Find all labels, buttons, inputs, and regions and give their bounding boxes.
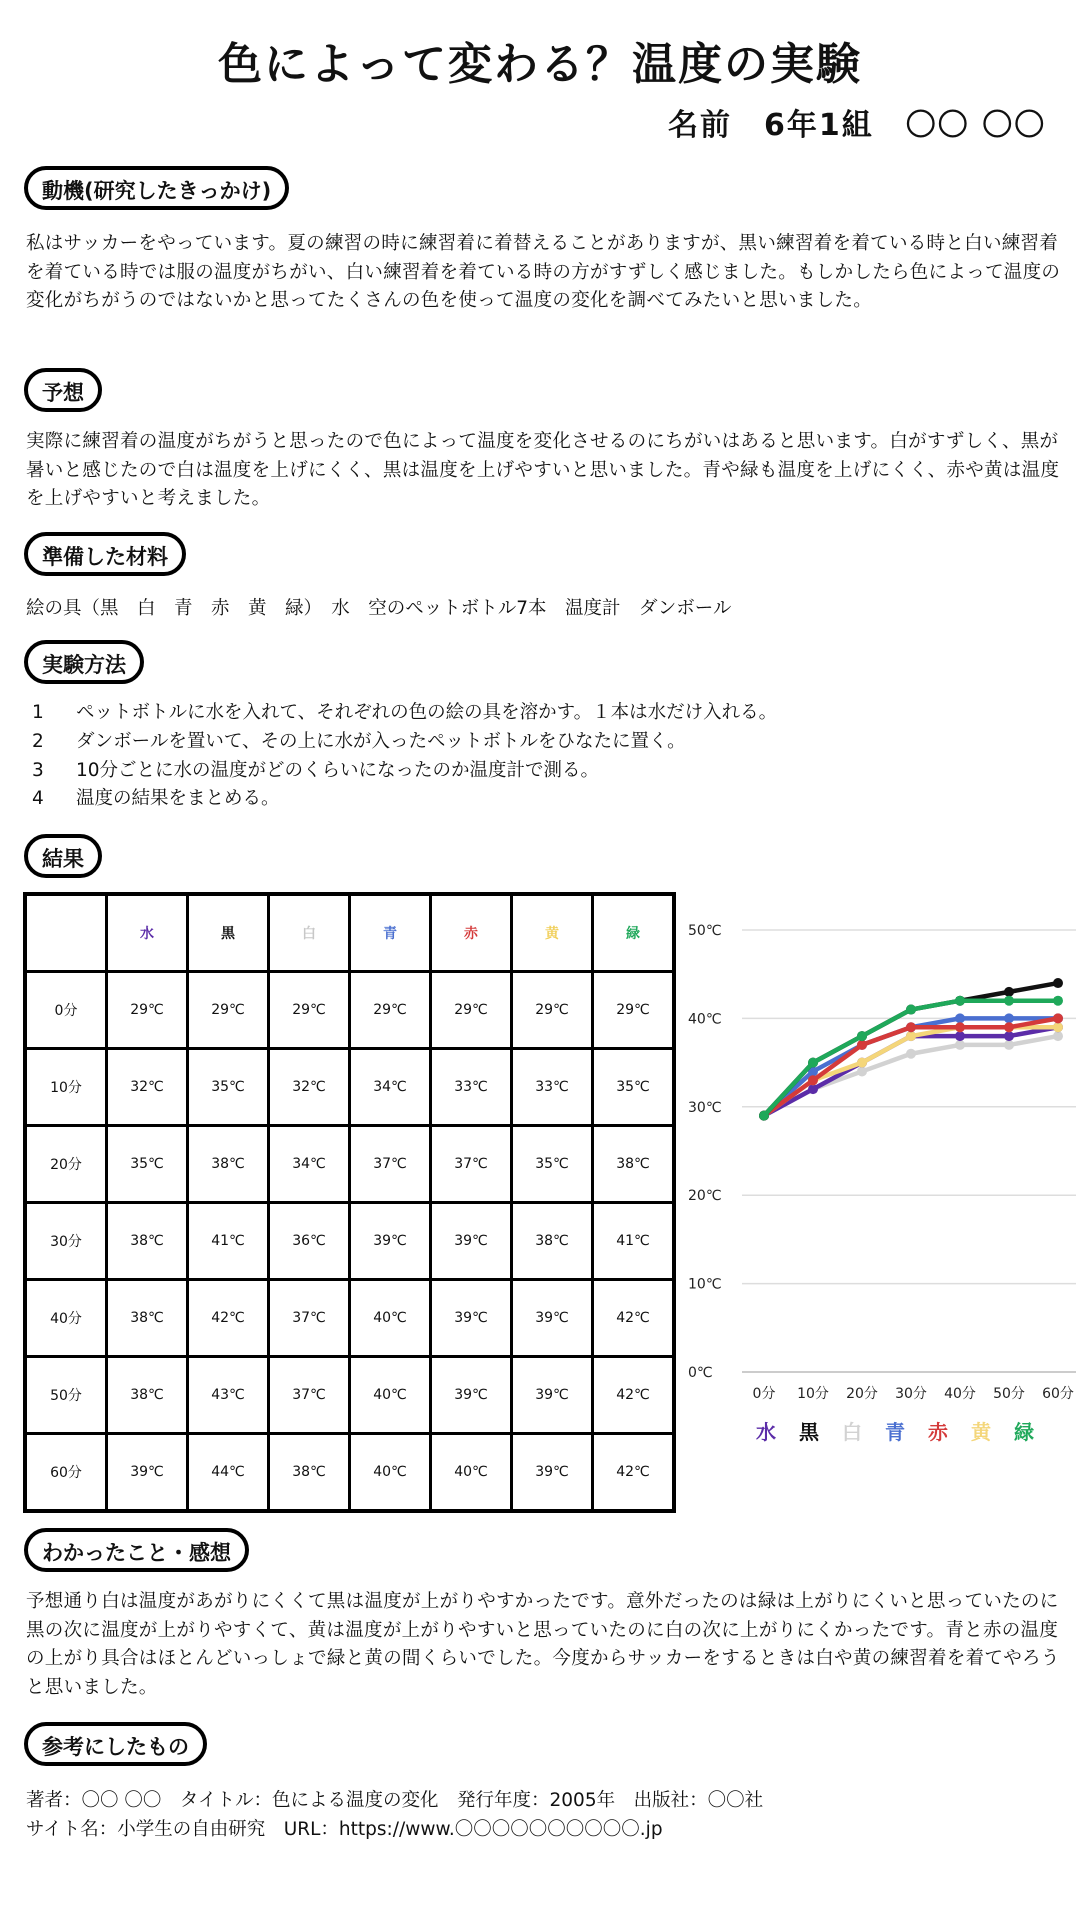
table-cell: 38℃ [107, 1203, 188, 1280]
data-point [906, 1049, 916, 1059]
table-cell: 38℃ [188, 1126, 269, 1203]
table-cell: 29℃ [188, 972, 269, 1049]
y-tick-label: 30℃ [688, 1099, 722, 1116]
legend-item-aka: 赤 [928, 1420, 948, 1444]
data-point [955, 996, 965, 1006]
step-number: 4 [32, 788, 44, 810]
y-tick-label: 10℃ [688, 1276, 722, 1293]
table-cell: 39℃ [512, 1280, 593, 1357]
materials-heading: 準備した材料 [24, 532, 186, 576]
results-table [23, 892, 676, 1513]
table-cell: 36℃ [269, 1203, 350, 1280]
table-cell: 39℃ [431, 1203, 512, 1280]
legend-item-shiro: 白 [842, 1420, 862, 1444]
table-cell: 40℃ [350, 1280, 431, 1357]
motivation-heading: 動機(研究したきっかけ) [24, 166, 289, 210]
x-tick-label: 60分 [1042, 1386, 1074, 1402]
table-cell: 38℃ [593, 1126, 675, 1203]
table-cell: 34℃ [269, 1126, 350, 1203]
legend-item-midori: 緑 [1014, 1420, 1034, 1444]
table-cell: 39℃ [431, 1280, 512, 1357]
step-number: 2 [32, 730, 44, 752]
table-cell: 38℃ [512, 1203, 593, 1280]
row-header: 20分 [25, 1126, 107, 1203]
step-text: ペットボトルに水を入れて、それぞれの色の絵の具を溶かす。１本は水だけ入れる。 [76, 702, 778, 723]
data-point [955, 1022, 965, 1032]
table-cell: 29℃ [350, 972, 431, 1049]
y-tick-label: 20℃ [688, 1188, 722, 1205]
prediction-text: 実際に練習着の温度がちがうと思ったので色によって温度を変化させるのにちがいはあると思います。白がすずしく、黒が暑いと感じたので白は温度を上げにくく、黒は温度を上げやすいと思いました。青や緑も温度を上げにくく、赤や黄は温度を上げやすいと考えました。 [26, 431, 1060, 509]
method-step [26, 728, 777, 757]
data-point [955, 1040, 965, 1050]
table-cell: 39℃ [350, 1203, 431, 1280]
table-cell: 29℃ [593, 972, 675, 1049]
table-cell: 44℃ [188, 1434, 269, 1512]
table-header-row [25, 894, 674, 972]
y-tick-label: 0℃ [688, 1365, 713, 1381]
table-cell: 38℃ [107, 1357, 188, 1434]
table-cell: 33℃ [431, 1049, 512, 1126]
table-cell: 39℃ [512, 1357, 593, 1434]
data-point [906, 1031, 916, 1041]
table-cell: 29℃ [431, 972, 512, 1049]
table-cell: 35℃ [107, 1126, 188, 1203]
row-header: 40分 [25, 1280, 107, 1357]
table-cell: 35℃ [512, 1126, 593, 1203]
table-cell: 37℃ [269, 1357, 350, 1434]
reference-book: 著者：〇〇 〇〇 タイトル：色による温度の変化 発行年度：2005年 出版社：〇〇社 [26, 1790, 764, 1811]
table-row [25, 1357, 674, 1434]
table-cell: 37℃ [350, 1126, 431, 1203]
column-header-mizu: 水 [107, 894, 188, 972]
table-cell: 37℃ [269, 1280, 350, 1357]
table-cell: 38℃ [107, 1280, 188, 1357]
findings-text: 予想通り白は温度があがりにくくて黒は温度が上がりやすかったです。意外だったのは緑は上がりにくいと思っていたのに黒の次に温度が上がりやすくて、黄は温度が上がりやすいと思っていたのに白の次に上がりにくかったです。青と赤の温度の上がり具合はほとんどいっしょで緑と黄の間くらいでした。今度からサッカーをするときは白や黄の練習着を着てやろうと思いました。 [26, 1591, 1060, 1698]
findings-heading: わかったこと・感想 [24, 1528, 249, 1572]
data-point [857, 1040, 867, 1050]
legend-item-ao: 青 [885, 1420, 905, 1444]
table-cell: 39℃ [512, 1434, 593, 1512]
table-row [25, 972, 674, 1049]
table-corner-cell [25, 894, 107, 972]
data-point [1004, 1031, 1014, 1041]
method-step [26, 785, 777, 814]
motivation-text: 私はサッカーをやっています。夏の練習の時に練習着に着替えることがありますが、黒い練習着を着ている時と白い練習着を着ている時では服の温度がちがい、白い練習着を着ている時の方がすずしく感じました。もしかしたら色によって温度の変化がちがうのではないかと思ってたくさんの色を使って温度の変化を調べてみたいと思いました。 [26, 233, 1061, 311]
data-point [906, 1005, 916, 1015]
row-header: 50分 [25, 1357, 107, 1434]
data-point [1053, 1031, 1063, 1041]
reference-site: サイト名：小学生の自由研究 URL：https://www.〇〇〇〇〇〇〇〇〇〇.jp [26, 1819, 663, 1840]
data-point [759, 1111, 769, 1121]
table-cell: 34℃ [350, 1049, 431, 1126]
column-header-shiro: 白 [269, 894, 350, 972]
data-point [955, 1013, 965, 1023]
method-step [26, 757, 777, 786]
table-cell: 37℃ [431, 1126, 512, 1203]
y-tick-label: 40℃ [688, 1011, 722, 1028]
table-row [25, 1049, 674, 1126]
table-cell: 39℃ [107, 1434, 188, 1512]
step-number: 3 [32, 759, 44, 781]
data-point [808, 1084, 818, 1094]
page-title: 色によって変わる？温度の実験 [218, 39, 862, 90]
data-point [1053, 978, 1063, 988]
step-number: 1 [32, 702, 44, 723]
table-cell: 35℃ [593, 1049, 675, 1126]
table-row [25, 1203, 674, 1280]
data-point [1004, 996, 1014, 1006]
table-cell: 33℃ [512, 1049, 593, 1126]
column-header-aka: 赤 [431, 894, 512, 972]
y-tick-label: 50℃ [688, 923, 722, 939]
table-cell: 32℃ [107, 1049, 188, 1126]
x-tick-label: 20分 [846, 1386, 878, 1402]
materials-text: 絵の具（黒 白 青 赤 黄 緑） 水 空のペットボトル7本 温度計 ダンボール [26, 598, 732, 619]
method-heading: 実験方法 [24, 640, 144, 684]
table-cell: 29℃ [269, 972, 350, 1049]
table-cell: 40℃ [431, 1434, 512, 1512]
table-cell: 40℃ [350, 1357, 431, 1434]
references-heading: 参考にしたもの [24, 1722, 207, 1766]
step-text: 温度の結果をまとめる。 [76, 788, 280, 810]
row-header: 10分 [25, 1049, 107, 1126]
data-point [857, 1058, 867, 1068]
table-cell: 32℃ [269, 1049, 350, 1126]
table-row [25, 1280, 674, 1357]
table-cell: 41℃ [188, 1203, 269, 1280]
column-header-midori: 緑 [593, 894, 675, 972]
row-header: 60分 [25, 1434, 107, 1512]
table-row [25, 1126, 674, 1203]
table-cell: 42℃ [593, 1434, 675, 1512]
data-point [808, 1058, 818, 1068]
temperature-line-chart [682, 906, 1078, 1406]
x-tick-label: 0分 [752, 1386, 776, 1402]
data-point [857, 1066, 867, 1076]
legend-item-mizu: 水 [756, 1420, 776, 1444]
x-tick-label: 50分 [993, 1386, 1025, 1402]
table-cell: 39℃ [431, 1357, 512, 1434]
table-cell: 43℃ [188, 1357, 269, 1434]
legend-item-ki: 黄 [971, 1420, 991, 1444]
data-point [1004, 1013, 1014, 1023]
data-point [1053, 1013, 1063, 1023]
x-tick-label: 30分 [895, 1386, 927, 1402]
data-point [1004, 1022, 1014, 1032]
row-header: 0分 [25, 972, 107, 1049]
table-cell: 35℃ [188, 1049, 269, 1126]
data-point [1053, 996, 1063, 1006]
column-header-ao: 青 [350, 894, 431, 972]
x-tick-label: 40分 [944, 1386, 976, 1402]
prediction-heading: 予想 [24, 368, 102, 412]
data-point [906, 1022, 916, 1032]
column-header-kuro: 黒 [188, 894, 269, 972]
table-cell: 42℃ [593, 1280, 675, 1357]
method-steps [26, 699, 777, 814]
student-name: 名前 6年1組 〇〇 〇〇 [668, 108, 1047, 143]
legend-item-kuro: 黒 [799, 1420, 819, 1444]
data-point [1004, 1040, 1014, 1050]
x-tick-label: 10分 [797, 1386, 829, 1402]
table-cell: 40℃ [350, 1434, 431, 1512]
data-point [1004, 987, 1014, 997]
data-point [857, 1031, 867, 1041]
step-text: ダンボールを置いて、その上に水が入ったペットボトルをひなたに置く。 [76, 730, 686, 752]
method-step [26, 699, 777, 728]
table-cell: 29℃ [512, 972, 593, 1049]
data-point [808, 1075, 818, 1085]
column-header-ki: 黄 [512, 894, 593, 972]
table-cell: 42℃ [593, 1357, 675, 1434]
data-point [1053, 1022, 1063, 1032]
results-heading: 結果 [24, 834, 102, 878]
table-cell: 41℃ [593, 1203, 675, 1280]
row-header: 30分 [25, 1203, 107, 1280]
step-text: 10分ごとに水の温度がどのくらいになったのか温度計で測る。 [76, 759, 600, 781]
table-cell: 29℃ [107, 972, 188, 1049]
table-row [25, 1434, 674, 1512]
chart-legend [756, 1416, 1057, 1445]
table-cell: 38℃ [269, 1434, 350, 1512]
table-cell: 42℃ [188, 1280, 269, 1357]
data-point [955, 1031, 965, 1041]
